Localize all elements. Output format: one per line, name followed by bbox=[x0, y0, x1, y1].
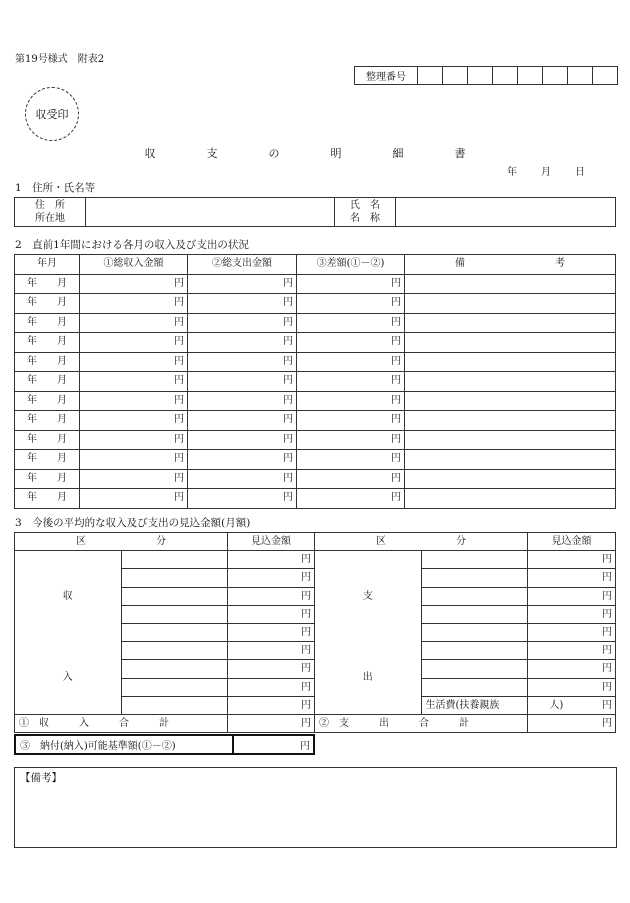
yen-unit: 円 bbox=[602, 554, 612, 566]
row-difference[interactable] bbox=[297, 372, 405, 392]
reference-digit-field[interactable] bbox=[543, 67, 568, 85]
year-month-label: 年 月 bbox=[27, 316, 67, 328]
totals-row bbox=[15, 714, 616, 732]
row-remarks[interactable] bbox=[405, 294, 616, 314]
row-difference[interactable] bbox=[297, 352, 405, 372]
yen-unit: 円 bbox=[602, 717, 612, 729]
row-remarks[interactable] bbox=[405, 352, 616, 372]
address-label-line1: 住 所 bbox=[35, 200, 65, 211]
expense-side-label-bottom bbox=[315, 642, 422, 715]
yen-unit: 円 bbox=[301, 554, 311, 566]
year-month-label: 年 月 bbox=[27, 453, 67, 465]
yen-unit: 円 bbox=[301, 681, 311, 693]
row-total-income[interactable] bbox=[80, 469, 188, 489]
header-difference: ③差額(①－②) bbox=[297, 255, 405, 275]
income-item-field[interactable] bbox=[121, 678, 228, 696]
expense-amount-field[interactable] bbox=[528, 623, 616, 641]
table-row bbox=[15, 411, 616, 431]
income-amount-field[interactable] bbox=[228, 587, 315, 605]
name-label-line2: 名 称 bbox=[350, 213, 380, 224]
yen-unit: 円 bbox=[602, 590, 612, 602]
row-year-month[interactable] bbox=[15, 411, 80, 431]
total-expense-field[interactable] bbox=[528, 714, 616, 732]
row-remarks[interactable] bbox=[405, 372, 616, 392]
yen-unit: 円 bbox=[301, 699, 311, 711]
yen-unit: 円 bbox=[391, 492, 401, 504]
header-income-category: 区 分 bbox=[15, 533, 228, 551]
name-label bbox=[335, 198, 396, 227]
living-expense-label[interactable] bbox=[421, 696, 564, 714]
income-side-label-bottom-text: 入 bbox=[62, 672, 73, 684]
reference-digit-field[interactable] bbox=[518, 67, 543, 85]
income-amount-field[interactable] bbox=[228, 660, 315, 678]
yen-unit: 円 bbox=[602, 645, 612, 657]
income-amount-field[interactable] bbox=[228, 551, 315, 569]
address-label bbox=[15, 198, 86, 227]
yen-unit: 円 bbox=[283, 297, 293, 309]
row-remarks[interactable] bbox=[405, 411, 616, 431]
header-income-amount: 見込金額 bbox=[228, 533, 315, 551]
expense-item-field[interactable] bbox=[421, 678, 528, 696]
row-total-expense[interactable] bbox=[188, 372, 297, 392]
income-item-field[interactable] bbox=[121, 551, 228, 569]
year-month-label: 年 月 bbox=[27, 355, 67, 367]
address-field[interactable] bbox=[86, 198, 335, 227]
header-expense-category: 区 分 bbox=[315, 533, 528, 551]
yen-unit: 円 bbox=[391, 355, 401, 367]
row-remarks[interactable] bbox=[405, 430, 616, 450]
row-total-income[interactable] bbox=[80, 274, 188, 294]
remarks-box[interactable] bbox=[14, 767, 617, 848]
yen-unit: 円 bbox=[602, 663, 612, 675]
expense-item-field[interactable] bbox=[421, 569, 528, 587]
yen-unit: 円 bbox=[602, 699, 612, 711]
yen-unit: 円 bbox=[283, 492, 293, 504]
year-month-label: 年 月 bbox=[27, 394, 67, 406]
expense-amount-field[interactable] bbox=[528, 569, 616, 587]
table-row bbox=[15, 450, 616, 470]
name-field[interactable] bbox=[396, 198, 616, 227]
reference-digit-field[interactable] bbox=[418, 67, 443, 85]
expense-item-field[interactable] bbox=[421, 660, 528, 678]
total-income-field[interactable] bbox=[228, 714, 315, 732]
row-total-expense[interactable] bbox=[188, 489, 297, 509]
income-amount-field[interactable] bbox=[228, 623, 315, 641]
header-year-month: 年月 bbox=[15, 255, 80, 275]
row-year-month[interactable] bbox=[15, 489, 80, 509]
row-total-income[interactable] bbox=[80, 313, 188, 333]
table-row bbox=[15, 551, 616, 569]
row-total-expense[interactable] bbox=[188, 352, 297, 372]
expense-item-field[interactable] bbox=[421, 642, 528, 660]
row-remarks[interactable] bbox=[405, 333, 616, 353]
row-difference[interactable] bbox=[297, 391, 405, 411]
row-total-expense[interactable] bbox=[188, 411, 297, 431]
expense-side-label-top-text: 支 bbox=[362, 590, 373, 602]
yen-unit: 円 bbox=[283, 355, 293, 367]
expense-side-label-bottom-text: 出 bbox=[362, 672, 373, 684]
yen-unit: 円 bbox=[283, 433, 293, 445]
yen-unit: 円 bbox=[283, 375, 293, 387]
row-total-expense[interactable] bbox=[188, 333, 297, 353]
yen-unit: 円 bbox=[391, 316, 401, 328]
row-difference[interactable] bbox=[297, 469, 405, 489]
row-total-expense[interactable] bbox=[188, 294, 297, 314]
row-total-income[interactable] bbox=[80, 333, 188, 353]
yen-unit: 円 bbox=[283, 453, 293, 465]
payable-basis-field[interactable] bbox=[233, 735, 314, 754]
yen-unit: 円 bbox=[283, 277, 293, 289]
yen-unit: 円 bbox=[391, 472, 401, 484]
income-side-label-bottom bbox=[15, 642, 122, 715]
yen-unit: 円 bbox=[391, 336, 401, 348]
date-month[interactable]: 月 bbox=[541, 167, 551, 178]
row-year-month[interactable] bbox=[15, 391, 80, 411]
row-total-expense[interactable] bbox=[188, 450, 297, 470]
expense-item-field[interactable] bbox=[421, 587, 528, 605]
table-row bbox=[15, 642, 616, 660]
yen-unit: 円 bbox=[301, 572, 311, 584]
yen-unit: 円 bbox=[602, 608, 612, 620]
yen-unit: 円 bbox=[602, 627, 612, 639]
yen-unit: 円 bbox=[174, 492, 184, 504]
row-year-month[interactable] bbox=[15, 430, 80, 450]
living-expense-label-text: 生活費(扶養親族 人) bbox=[425, 699, 564, 711]
income-item-field[interactable] bbox=[121, 623, 228, 641]
yen-unit: 円 bbox=[174, 472, 184, 484]
row-year-month[interactable] bbox=[15, 372, 80, 392]
yen-unit: 円 bbox=[283, 394, 293, 406]
table-row bbox=[15, 469, 616, 489]
yen-unit: 円 bbox=[301, 627, 311, 639]
yen-unit: 円 bbox=[174, 316, 184, 328]
reference-digit-field[interactable] bbox=[593, 67, 618, 85]
expense-amount-field[interactable] bbox=[528, 551, 616, 569]
year-month-label: 年 月 bbox=[27, 414, 67, 426]
row-total-income[interactable] bbox=[80, 430, 188, 450]
row-total-expense[interactable] bbox=[188, 313, 297, 333]
remarks-label: 【備考】 bbox=[20, 772, 62, 784]
yen-unit: 円 bbox=[391, 414, 401, 426]
row-total-expense[interactable] bbox=[188, 430, 297, 450]
payable-basis-label: ③ 納付(納入)可能基準額(①－②) bbox=[15, 735, 233, 754]
table-row bbox=[15, 430, 616, 450]
address-name-table bbox=[14, 197, 616, 227]
header-expense-amount: 見込金額 bbox=[528, 533, 616, 551]
year-month-label: 年 月 bbox=[27, 433, 67, 445]
date-line bbox=[507, 163, 609, 178]
form-number: 第19号様式 附表2 bbox=[15, 54, 105, 65]
table-row bbox=[15, 391, 616, 411]
row-total-expense[interactable] bbox=[188, 469, 297, 489]
year-month-label: 年 月 bbox=[27, 492, 67, 504]
yen-unit: 円 bbox=[301, 608, 311, 620]
yen-unit: 円 bbox=[283, 336, 293, 348]
table-row bbox=[15, 489, 616, 509]
header-remarks: 備 考 bbox=[405, 255, 616, 275]
row-remarks[interactable] bbox=[405, 469, 616, 489]
yen-unit: 円 bbox=[602, 681, 612, 693]
yen-unit: 円 bbox=[174, 433, 184, 445]
header-total-income: ①総収入金額 bbox=[80, 255, 188, 275]
row-total-income[interactable] bbox=[80, 391, 188, 411]
expense-item-field[interactable] bbox=[421, 551, 528, 569]
row-year-month[interactable] bbox=[15, 450, 80, 470]
yen-unit: 円 bbox=[174, 336, 184, 348]
date-day[interactable]: 日 bbox=[575, 167, 585, 178]
row-year-month[interactable] bbox=[15, 313, 80, 333]
yen-unit: 円 bbox=[174, 375, 184, 387]
receipt-stamp-label: 収受印 bbox=[35, 108, 69, 121]
forecast-table bbox=[14, 532, 616, 733]
yen-unit: 円 bbox=[301, 717, 311, 729]
reference-digit-field[interactable] bbox=[443, 67, 468, 85]
receipt-stamp bbox=[25, 87, 79, 141]
row-year-month[interactable] bbox=[15, 352, 80, 372]
row-remarks[interactable] bbox=[405, 391, 616, 411]
income-item-field[interactable] bbox=[121, 569, 228, 587]
yen-unit: 円 bbox=[391, 277, 401, 289]
yen-unit: 円 bbox=[174, 277, 184, 289]
year-month-label: 年 月 bbox=[27, 375, 67, 387]
income-amount-field[interactable] bbox=[228, 678, 315, 696]
reference-digit-field[interactable] bbox=[493, 67, 518, 85]
expense-amount-field[interactable] bbox=[528, 605, 616, 623]
yen-unit: 円 bbox=[174, 355, 184, 367]
row-remarks[interactable] bbox=[405, 274, 616, 294]
row-difference[interactable] bbox=[297, 274, 405, 294]
income-amount-field[interactable] bbox=[228, 642, 315, 660]
table-row bbox=[15, 274, 616, 294]
total-income-label: ① 収 入 合 計 bbox=[15, 714, 228, 732]
yen-unit: 円 bbox=[300, 741, 310, 752]
year-month-label: 年 月 bbox=[27, 336, 67, 348]
row-total-income[interactable] bbox=[80, 489, 188, 509]
address-label-line2: 所在地 bbox=[35, 213, 65, 224]
row-remarks[interactable] bbox=[405, 450, 616, 470]
reference-digit-field[interactable] bbox=[468, 67, 493, 85]
expense-item-field[interactable] bbox=[421, 623, 528, 641]
yen-unit: 円 bbox=[174, 394, 184, 406]
income-side-label-top bbox=[15, 551, 122, 642]
expense-amount-field[interactable] bbox=[528, 660, 616, 678]
row-difference[interactable] bbox=[297, 294, 405, 314]
row-difference[interactable] bbox=[297, 430, 405, 450]
row-difference[interactable] bbox=[297, 411, 405, 431]
income-amount-field[interactable] bbox=[228, 696, 315, 714]
year-month-label: 年 月 bbox=[27, 277, 67, 289]
income-item-field[interactable] bbox=[121, 696, 228, 714]
total-expense-label: ② 支 出 合 計 bbox=[315, 714, 528, 732]
income-item-field[interactable] bbox=[121, 642, 228, 660]
income-amount-field[interactable] bbox=[228, 605, 315, 623]
yen-unit: 円 bbox=[301, 645, 311, 657]
row-total-income[interactable] bbox=[80, 372, 188, 392]
row-remarks[interactable] bbox=[405, 313, 616, 333]
income-amount-field[interactable] bbox=[228, 569, 315, 587]
document-title: 収 支 の 明 細 書 bbox=[144, 147, 486, 160]
name-label-line1: 氏 名 bbox=[350, 200, 380, 211]
row-year-month[interactable] bbox=[15, 469, 80, 489]
yen-unit: 円 bbox=[391, 453, 401, 465]
table-header-row bbox=[15, 255, 616, 275]
expense-amount-field[interactable] bbox=[528, 678, 616, 696]
yen-unit: 円 bbox=[391, 433, 401, 445]
row-difference[interactable] bbox=[297, 313, 405, 333]
income-side-label-top-text: 収 bbox=[62, 590, 73, 602]
row-total-income[interactable] bbox=[80, 294, 188, 314]
row-total-income[interactable] bbox=[80, 352, 188, 372]
table-row bbox=[15, 333, 616, 353]
yen-unit: 円 bbox=[283, 472, 293, 484]
income-item-field[interactable] bbox=[121, 605, 228, 623]
table-row bbox=[15, 372, 616, 392]
row-total-income[interactable] bbox=[80, 450, 188, 470]
year-month-label: 年 月 bbox=[27, 297, 67, 309]
reference-number-box bbox=[354, 66, 618, 85]
yen-unit: 円 bbox=[602, 572, 612, 584]
row-difference[interactable] bbox=[297, 450, 405, 470]
reference-digit-field[interactable] bbox=[568, 67, 593, 85]
table-row bbox=[15, 352, 616, 372]
header-total-expense: ②総支出金額 bbox=[188, 255, 297, 275]
yen-unit: 円 bbox=[174, 297, 184, 309]
income-item-field[interactable] bbox=[121, 587, 228, 605]
table-row bbox=[15, 294, 616, 314]
row-total-expense[interactable] bbox=[188, 391, 297, 411]
section2-title: 2 直前1年間における各月の収入及び支出の状況 bbox=[15, 239, 249, 251]
row-total-income[interactable] bbox=[80, 411, 188, 431]
section1-title: 1 住所・氏名等 bbox=[15, 182, 96, 194]
row-remarks[interactable] bbox=[405, 489, 616, 509]
yen-unit: 円 bbox=[283, 414, 293, 426]
row-difference[interactable] bbox=[297, 333, 405, 353]
table-header-row bbox=[15, 533, 616, 551]
monthly-income-table bbox=[14, 254, 616, 509]
payable-basis-table bbox=[14, 734, 315, 755]
yen-unit: 円 bbox=[391, 394, 401, 406]
row-year-month[interactable] bbox=[15, 333, 80, 353]
row-year-month[interactable] bbox=[15, 274, 80, 294]
table-row bbox=[15, 313, 616, 333]
section3-title: 3 今後の平均的な収入及び支出の見込金額(月額) bbox=[15, 517, 251, 529]
yen-unit: 円 bbox=[283, 316, 293, 328]
expense-item-field[interactable] bbox=[421, 605, 528, 623]
income-item-field[interactable] bbox=[121, 660, 228, 678]
row-year-month[interactable] bbox=[15, 294, 80, 314]
expense-amount-field[interactable] bbox=[528, 587, 616, 605]
year-month-label: 年 月 bbox=[27, 472, 67, 484]
reference-number-label: 整理番号 bbox=[355, 67, 418, 85]
expense-amount-field[interactable] bbox=[528, 642, 616, 660]
row-total-expense[interactable] bbox=[188, 274, 297, 294]
yen-unit: 円 bbox=[174, 453, 184, 465]
yen-unit: 円 bbox=[391, 297, 401, 309]
yen-unit: 円 bbox=[174, 414, 184, 426]
yen-unit: 円 bbox=[301, 663, 311, 675]
expense-side-label-top bbox=[315, 551, 422, 642]
date-year[interactable]: 年 bbox=[507, 167, 517, 178]
row-difference[interactable] bbox=[297, 489, 405, 509]
yen-unit: 円 bbox=[301, 590, 311, 602]
yen-unit: 円 bbox=[391, 375, 401, 387]
